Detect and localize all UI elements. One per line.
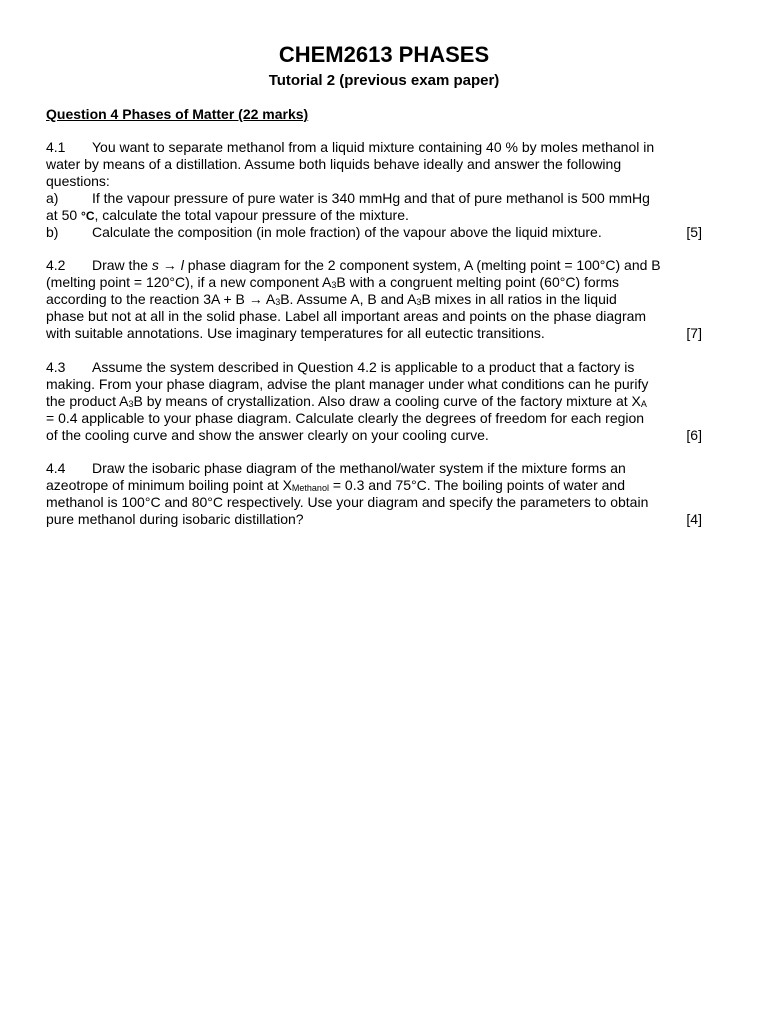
q41-part-a-text-1: If the vapour pressure of pure water is 340 mmHg and that of pure methanol is 500 mmHg: [92, 190, 650, 206]
q41-line-2: water by means of a distillation. Assume both liquids behave ideally and answer the following: [46, 156, 622, 172]
q43-text-3a: the product A: [46, 393, 129, 409]
q44-text-1: Draw the isobaric phase diagram of the methanol/water system if the mixture forms an: [92, 460, 626, 476]
q41-part-a-unit: °C: [81, 209, 95, 223]
q41-part-b-label: b): [46, 224, 59, 240]
q41-marks: [5]: [686, 224, 702, 240]
q41-number: 4.1: [46, 139, 66, 155]
document-title: CHEM2613 PHASES: [278, 42, 490, 67]
q44-text-2b: = 0.3 and 75°C. The boiling points of water and: [328, 477, 625, 493]
q42-text-1b: phase diagram for the 2 component system, A (melting point = 100°C) and B: [183, 257, 661, 273]
q43-line-5: [46, 427, 722, 444]
q43-text-3b: B by means of crystallization. Also draw a cooling curve of the factory mixture at X: [133, 393, 641, 409]
q42-symbol-l: l: [180, 257, 184, 273]
q42-arrow: →: [158, 257, 181, 273]
q43-text-1: Assume the system described in Question 4.2 is applicable to a product that a factory is: [92, 359, 635, 375]
q44-text-2a: azeotrope of minimum boiling point at X: [46, 477, 292, 493]
q41-part-a-label: a): [46, 190, 59, 206]
q42-number: 4.2: [46, 257, 66, 273]
q44-line-1: [46, 460, 722, 477]
question-4-3: [46, 359, 722, 444]
q41-text-1: You want to separate methanol from a liquid mixture containing 40 % by moles methanol in: [92, 139, 655, 155]
q42-sub-2: 3: [331, 280, 337, 290]
q42-text-3b: B. Assume A, B and A: [280, 291, 417, 307]
q42-line-1: [46, 257, 722, 274]
q44-sub-methanol: Methanol: [291, 483, 329, 493]
q43-line-2: making. From your phase diagram, advise the plant manager under what conditions can he purify: [46, 376, 649, 392]
q44-number: 4.4: [46, 460, 66, 476]
q44-marks: [4]: [686, 511, 702, 527]
q42-text-2b: B with a congruent melting point (60°C) forms: [336, 274, 620, 290]
q41-part-b-line-1: [46, 224, 722, 241]
q43-line-4: = 0.4 applicable to your phase diagram. Calculate clearly the degrees of freedom for each region: [46, 410, 645, 426]
q42-line-3: [46, 291, 722, 308]
q42-line-4: phase but not at all in the solid phase. Label all important areas and points on the phase diagram: [46, 308, 647, 324]
question-4-1: [46, 139, 722, 241]
q43-text-5: of the cooling curve and show the answer clearly on your cooling curve.: [46, 427, 489, 443]
q42-line-2: [46, 274, 722, 291]
q44-line-4: [46, 511, 722, 528]
q43-line-1: [46, 359, 722, 376]
q42-marks: [7]: [686, 325, 702, 341]
q42-text-3a: according to the reaction 3A + B → A: [46, 291, 276, 307]
q42-text-2a: (melting point = 120°C), if a new component A: [46, 274, 332, 290]
q43-line-3: [46, 393, 722, 410]
q43-sub-3: 3: [128, 399, 134, 409]
q41-line-1: [46, 139, 722, 156]
q41-part-a-line-1: [46, 190, 722, 207]
q42-sub-3a: 3: [275, 297, 281, 307]
q41-part-a-text-2b: , calculate the total vapour pressure of the mixture.: [94, 207, 409, 223]
q43-sub-xa: A: [640, 399, 647, 409]
document-subtitle: Tutorial 2 (previous exam paper): [268, 72, 500, 89]
q42-text-3c: B mixes in all ratios in the liquid: [421, 291, 617, 307]
q42-line-5: [46, 325, 722, 342]
q42-text-1a: Draw the: [92, 257, 152, 273]
q41-part-a-line-2: [46, 207, 722, 224]
question-4-2: [46, 257, 722, 342]
q42-text-5: with suitable annotations. Use imaginary temperatures for all eutectic transitions.: [46, 325, 545, 341]
q41-line-3: questions:: [46, 173, 110, 189]
q41-part-a-text-2a: at 50: [46, 207, 82, 223]
q41-part-b-text: Calculate the composition (in mole fraction) of the vapour above the liquid mixture.: [92, 224, 602, 240]
question-heading: Question 4 Phases of Matter (22 marks): [46, 106, 309, 122]
q42-symbol-s: s: [151, 257, 159, 273]
q44-line-2: [46, 477, 722, 494]
q43-marks: [6]: [686, 427, 702, 443]
q42-sub-3b: 3: [416, 297, 422, 307]
q44-text-4: pure methanol during isobaric distillation?: [46, 511, 304, 527]
q44-line-3: methanol is 100°C and 80°C respectively. Use your diagram and specify the parameters to obtain: [46, 494, 649, 510]
question-4-4: [46, 460, 722, 528]
q43-number: 4.3: [46, 359, 66, 375]
